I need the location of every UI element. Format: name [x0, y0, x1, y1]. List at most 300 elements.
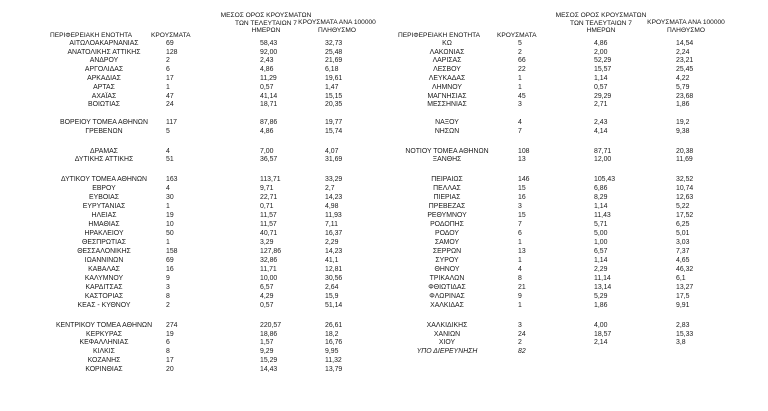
left-row-seven-day-average: 4,29 [260, 293, 274, 300]
right-row-seven-day-average: 5,00 [594, 230, 608, 237]
right-row-cases: 3 [518, 203, 522, 210]
right-table-row [0, 84, 768, 93]
right-row-cases-per-100k: 20,38 [676, 148, 694, 155]
left-row-region-name: ΑΡΓΟΛΙΔΑΣ [84, 66, 124, 73]
right-row-region-name: ΛΕΣΒΟΥ [433, 66, 461, 73]
left-row-cases-per-100k: 26,61 [325, 322, 343, 329]
left-row-cases: 47 [166, 93, 174, 100]
left-row-seven-day-average: 9,29 [260, 348, 274, 355]
right-header-per100k-line2: ΠΛΗΘΥΣΜΟ [667, 26, 705, 34]
left-row-seven-day-average: 36,57 [260, 156, 278, 163]
left-header-per100k-line1: ΚΡΟΥΣΜΑΤΑ ΑΝΑ 100000 [298, 19, 376, 26]
right-row-cases-per-100k: 5,01 [676, 230, 690, 237]
right-table-row [0, 284, 768, 293]
left-row-region-name: ΒΟΡΕΙΟΥ ΤΟΜΕΑ ΑΘΗΝΩΝ [60, 119, 148, 126]
left-row-cases: 1 [166, 203, 170, 210]
right-row-cases-per-100k: 1,86 [676, 101, 690, 108]
left-row-region-name: ΕΥΡΥΤΑΝΙΑΣ [82, 203, 126, 210]
left-row-region-name: ΘΕΣΣΑΛΟΝΙΚΗΣ [77, 248, 131, 255]
left-row-cases: 158 [166, 248, 178, 255]
left-row-region-name: ΕΥΒΟΙΑΣ [89, 194, 119, 201]
right-row-cases-per-100k: 15,33 [676, 331, 694, 338]
right-row-cases-per-100k: 4,65 [676, 257, 690, 264]
right-row-seven-day-average: 1,14 [594, 75, 608, 82]
left-row-seven-day-average: 6,57 [260, 284, 274, 291]
right-row-cases: 82 [518, 348, 526, 355]
left-row-cases-per-100k: 7,11 [325, 221, 338, 228]
left-row-region-name: ΑΧΑΪΑΣ [91, 93, 117, 100]
left-row-cases-per-100k: 41,1 [325, 257, 339, 264]
right-table-row [0, 339, 768, 348]
left-row-seven-day-average: 3,29 [260, 239, 274, 246]
right-row-seven-day-average: 6,57 [594, 248, 608, 255]
left-row-seven-day-average: 10,00 [260, 275, 278, 282]
left-row-cases: 10 [166, 221, 174, 228]
right-row-region-name: ΤΡΙΚΑΛΩΝ [429, 275, 465, 282]
left-row-cases: 8 [166, 348, 170, 355]
right-row-region-name: ΦΛΩΡΙΝΑΣ [429, 293, 465, 300]
right-table-row [0, 185, 768, 194]
left-row-cases: 51 [166, 156, 174, 163]
right-row-seven-day-average: 1,14 [594, 203, 608, 210]
left-row-region-name: ΚΙΛΚΙΣ [93, 348, 115, 355]
right-row-region-name: ΘΗΝΟΥ [434, 266, 460, 273]
left-row-region-name: ΒΟΙΩΤΙΑΣ [87, 101, 120, 108]
left-row-region-name: ΓΡΕΒΕΝΩΝ [85, 128, 123, 135]
right-row-cases-per-100k: 3,8 [676, 339, 686, 346]
right-row-region-name: ΝΗΣΩΝ [434, 128, 460, 135]
right-row-seven-day-average: 5,29 [594, 293, 608, 300]
right-row-cases-per-100k: 17,52 [676, 212, 694, 219]
left-row-seven-day-average: 87,86 [260, 119, 278, 126]
left-row-region-name: ΗΡΑΚΛΕΙΟΥ [84, 230, 124, 237]
left-header-avg-line2: ΤΩΝ ΤΕΛΕΥΤΑΙΩΝ 7 [235, 19, 297, 27]
left-row-cases: 128 [166, 49, 178, 56]
right-row-region-name: ΡΟΔΟΥ [434, 230, 459, 237]
right-row-cases-per-100k: 3,03 [676, 239, 690, 246]
right-row-cases-per-100k: 6,1 [676, 275, 686, 282]
left-row-cases-per-100k: 33,29 [325, 176, 343, 183]
right-row-seven-day-average: 11,43 [594, 212, 611, 219]
right-table-row [0, 66, 768, 75]
left-header-cases: ΚΡΟΥΣΜΑΤΑ [151, 32, 191, 39]
right-row-region-name: ΣΑΜΟΥ [434, 239, 460, 246]
left-row-cases: 30 [166, 194, 174, 201]
right-row-cases: 45 [518, 93, 526, 100]
right-table-row [0, 266, 768, 275]
left-row-cases: 3 [166, 284, 170, 291]
left-row-region-name: ΚΕΡΚΥΡΑΣ [86, 331, 122, 338]
left-row-cases: 1 [166, 239, 170, 246]
left-row-cases-per-100k: 30,56 [325, 275, 343, 282]
right-row-cases-per-100k: 6,25 [676, 221, 690, 228]
left-row-cases-per-100k: 4,07 [325, 148, 339, 155]
right-row-cases: 7 [518, 128, 522, 135]
left-row-cases-per-100k: 12,81 [325, 266, 343, 273]
right-row-region-name: ΡΕΘΥΜΝΟΥ [427, 212, 467, 219]
right-row-region-name: ΝΟΤΙΟΥ ΤΟΜΕΑ ΑΘΗΝΩΝ [405, 148, 489, 155]
right-row-seven-day-average: 13,14 [594, 284, 612, 291]
left-row-cases-per-100k: 19,77 [325, 119, 343, 126]
left-row-cases: 69 [166, 257, 174, 264]
right-row-cases: 7 [518, 221, 522, 228]
left-row-region-name: ΘΕΣΠΡΩΤΙΑΣ [82, 239, 126, 246]
left-row-region-name: ΑΙΤΩΛΟΑΚΑΡΝΑΝΙΑΣ [69, 40, 139, 47]
right-row-seven-day-average: 105,43 [594, 176, 616, 183]
right-row-cases-per-100k: 5,79 [676, 84, 690, 91]
left-header-region: ΠΕΡΙΦΕΡΕΙΑΚΗ ΕΝΟΤΗΤΑ [50, 32, 133, 39]
left-row-seven-day-average: 18,86 [260, 331, 278, 338]
right-row-region-name: ΠΙΕΡΙΑΣ [433, 194, 461, 201]
left-row-seven-day-average: 40,71 [260, 230, 278, 237]
right-table-row [0, 248, 768, 257]
left-row-cases-per-100k: 1,47 [325, 84, 339, 91]
right-row-region-name: ΧΙΟΥ [438, 339, 456, 346]
left-row-seven-day-average: 1,57 [260, 339, 274, 346]
right-header-per100k [640, 19, 732, 34]
left-row-cases-per-100k: 16,37 [325, 230, 343, 237]
right-table-row [0, 176, 768, 185]
right-row-cases: 1 [518, 75, 522, 82]
right-row-region-name: ΠΡΕΒΕΖΑΣ [428, 203, 466, 210]
left-row-cases-per-100k: 32,73 [325, 40, 343, 47]
left-row-cases-per-100k: 16,76 [325, 339, 343, 346]
left-row-seven-day-average: 22,71 [260, 194, 278, 201]
left-row-cases-per-100k: 14,23 [325, 194, 343, 201]
left-row-seven-day-average: 11,29 [260, 75, 277, 82]
right-row-region-name: ΦΘΙΩΤΙΔΑΣ [428, 284, 466, 291]
left-row-region-name: ΑΡΚΑΔΙΑΣ [87, 75, 121, 82]
right-row-seven-day-average: 15,57 [594, 66, 612, 73]
right-row-cases: 13 [518, 156, 526, 163]
right-row-cases: 15 [518, 185, 526, 192]
right-table-row [0, 322, 768, 331]
right-row-cases: 2 [518, 49, 522, 56]
right-row-cases: 66 [518, 57, 526, 64]
left-row-region-name: ΙΩΑΝΝΙΝΩΝ [84, 257, 124, 264]
left-row-region-name: ΑΝΔΡΟΥ [89, 57, 119, 64]
right-row-seven-day-average: 1,86 [594, 302, 608, 309]
left-row-region-name: ΔΥΤΙΚΗΣ ΑΤΤΙΚΗΣ [74, 156, 134, 163]
right-row-cases-per-100k: 23,68 [676, 93, 694, 100]
right-row-cases: 108 [518, 148, 530, 155]
right-row-cases-per-100k: 25,45 [676, 66, 694, 73]
right-row-cases: 24 [518, 331, 526, 338]
left-table-row [0, 357, 768, 366]
right-table-row [0, 239, 768, 248]
right-row-region-name: ΥΠΟ ΔΙΕΡΕΥΝΗΣΗ [416, 348, 478, 355]
right-row-cases-per-100k: 10,74 [676, 185, 694, 192]
left-row-cases: 1 [166, 84, 170, 91]
left-row-region-name: ΚΑΣΤΟΡΙΑΣ [84, 293, 124, 300]
left-row-cases-per-100k: 4,98 [325, 203, 339, 210]
right-table-row [0, 221, 768, 230]
right-row-region-name: ΧΑΝΙΩΝ [433, 331, 461, 338]
left-row-seven-day-average: 4,86 [260, 128, 274, 135]
right-row-cases: 13 [518, 248, 526, 255]
left-row-cases-per-100k: 19,61 [325, 75, 343, 82]
right-row-cases: 16 [518, 194, 526, 201]
right-header-avg-line1: ΜΕΣΟΣ ΟΡΟΣ ΚΡΟΥΣΜΑΤΩΝ [555, 12, 647, 19]
right-row-seven-day-average: 8,29 [594, 194, 608, 201]
right-row-cases-per-100k: 12,63 [676, 194, 694, 201]
right-row-seven-day-average: 87,71 [594, 148, 612, 155]
left-header-per100k-line2: ΠΛΗΘΥΣΜΟ [318, 26, 356, 34]
left-row-region-name: ΗΜΑΘΙΑΣ [88, 221, 120, 228]
right-row-seven-day-average: 18,57 [594, 331, 612, 338]
right-row-cases: 146 [518, 176, 530, 183]
left-row-cases-per-100k: 2,29 [325, 239, 339, 246]
right-row-seven-day-average: 2,14 [594, 339, 608, 346]
right-table-row [0, 203, 768, 212]
left-header-avg-line3: ΗΜΕΡΩΝ [251, 27, 281, 35]
left-row-cases-per-100k: 13,79 [325, 366, 343, 373]
right-row-cases-per-100k: 46,32 [676, 266, 694, 273]
left-row-seven-day-average: 14,43 [260, 366, 278, 373]
right-table-row [0, 212, 768, 221]
right-row-cases: 6 [518, 230, 522, 237]
left-row-seven-day-average: 4,86 [260, 66, 274, 73]
left-row-seven-day-average: 113,71 [260, 176, 281, 183]
left-row-seven-day-average: 58,43 [260, 40, 278, 47]
right-row-region-name: ΛΗΜΝΟΥ [431, 84, 463, 91]
right-row-region-name: ΡΟΔΟΠΗΣ [430, 221, 464, 228]
right-row-region-name: ΣΥΡΟΥ [435, 257, 459, 264]
right-row-seven-day-average: 52,29 [594, 57, 612, 64]
right-row-cases: 3 [518, 322, 522, 329]
right-row-region-name: ΝΑΞΟΥ [435, 119, 459, 126]
right-row-seven-day-average: 6,86 [594, 185, 608, 192]
left-row-seven-day-average: 2,43 [260, 57, 274, 64]
right-row-cases: 1 [518, 84, 522, 91]
left-table-row [0, 366, 768, 375]
left-row-region-name: ΗΛΕΙΑΣ [91, 212, 117, 219]
right-row-seven-day-average: 4,86 [594, 40, 608, 47]
left-row-region-name: ΕΒΡΟΥ [92, 185, 116, 192]
left-row-region-name: ΔΡΑΜΑΣ [90, 148, 118, 155]
left-row-cases: 4 [166, 148, 170, 155]
left-row-cases: 2 [166, 302, 170, 309]
right-row-cases-per-100k: 2,24 [676, 49, 690, 56]
left-row-cases: 117 [166, 119, 177, 126]
right-table-row [0, 75, 768, 84]
left-row-seven-day-average: 41,14 [260, 93, 278, 100]
right-header-cases: ΚΡΟΥΣΜΑΤΑ [497, 32, 537, 39]
right-row-cases-per-100k: 9,38 [676, 128, 690, 135]
right-table-row [0, 348, 768, 357]
right-row-cases: 4 [518, 266, 522, 273]
left-row-cases-per-100k: 2,7 [325, 185, 335, 192]
left-row-seven-day-average: 9,71 [260, 185, 274, 192]
left-row-region-name: ΚΕΦΑΛΛΗΝΙΑΣ [79, 339, 129, 346]
left-row-region-name: ΑΡΤΑΣ [93, 84, 115, 91]
right-table-row [0, 257, 768, 266]
left-row-region-name: ΚΑΡΔΙΤΣΑΣ [85, 284, 123, 291]
left-row-region-name: ΑΝΑΤΟΛΙΚΗΣ ΑΤΤΙΚΗΣ [67, 49, 141, 56]
left-row-region-name: ΔΥΤΙΚΟΥ ΤΟΜΕΑ ΑΘΗΝΩΝ [60, 176, 147, 183]
left-row-cases: 16 [166, 266, 174, 273]
left-row-seven-day-average: 7,00 [260, 148, 274, 155]
right-row-region-name: ΠΕΛΛΑΣ [433, 185, 461, 192]
left-row-cases-per-100k: 51,14 [325, 302, 343, 309]
left-row-cases-per-100k: 2,64 [325, 284, 339, 291]
right-row-cases: 5 [518, 40, 522, 47]
left-row-cases: 2 [166, 57, 170, 64]
right-row-cases-per-100k: 13,27 [676, 284, 694, 291]
right-row-cases-per-100k: 2,83 [676, 322, 690, 329]
right-table-row [0, 40, 768, 49]
right-row-region-name: ΠΕΙΡΑΙΩΣ [431, 176, 463, 183]
right-row-cases-per-100k: 32,52 [676, 176, 694, 183]
left-row-cases: 19 [166, 331, 174, 338]
right-header-avg-line2: ΤΩΝ ΤΕΛΕΥΤΑΙΩΝ 7 [570, 19, 632, 27]
right-row-region-name: ΚΩ [442, 40, 452, 47]
right-row-cases-per-100k: 4,22 [676, 75, 690, 82]
right-row-cases-per-100k: 9,91 [676, 302, 690, 309]
right-table-row [0, 128, 768, 137]
right-row-region-name: ΧΑΛΚΙΔΙΚΗΣ [426, 322, 468, 329]
right-row-seven-day-average: 1,14 [594, 257, 608, 264]
left-row-region-name: ΚΟΖΑΝΗΣ [87, 357, 121, 364]
left-row-cases: 69 [166, 40, 174, 47]
left-row-cases: 9 [166, 275, 170, 282]
right-row-region-name: ΜΕΣΣΗΝΙΑΣ [427, 101, 467, 108]
left-row-seven-day-average: 0,71 [260, 203, 274, 210]
right-header-region: ΠΕΡΙΦΕΡΕΙΑΚΗ ΕΝΟΤΗΤΑ [398, 32, 481, 39]
right-row-cases-per-100k: 17,5 [676, 293, 690, 300]
right-row-cases: 3 [518, 101, 522, 108]
right-row-region-name: ΜΑΓΝΗΣΙΑΣ [427, 93, 467, 100]
left-row-region-name: ΚΕΝΤΡΙΚΟΥ ΤΟΜΕΑ ΑΘΗΝΩΝ [55, 322, 153, 329]
right-row-region-name: ΛΑΡΙΣΑΣ [432, 57, 462, 64]
right-row-cases: 22 [518, 66, 526, 73]
right-row-cases-per-100k: 19,2 [676, 119, 690, 126]
right-row-cases: 9 [518, 293, 522, 300]
left-row-seven-day-average: 11,57 [260, 212, 277, 219]
left-row-cases: 20 [166, 366, 174, 373]
right-row-seven-day-average: 0,57 [594, 84, 608, 91]
left-row-seven-day-average: 11,57 [260, 221, 277, 228]
left-row-seven-day-average: 32,86 [260, 257, 278, 264]
left-row-seven-day-average: 92,00 [260, 49, 278, 56]
left-row-cases-per-100k: 18,2 [325, 331, 339, 338]
right-row-cases: 4 [518, 119, 522, 126]
left-row-cases: 6 [166, 66, 170, 73]
left-row-cases-per-100k: 14,23 [325, 248, 343, 255]
left-row-cases-per-100k: 6,18 [325, 66, 339, 73]
left-row-cases: 163 [166, 176, 178, 183]
right-row-seven-day-average: 5,71 [594, 221, 608, 228]
left-row-cases-per-100k: 20,35 [325, 101, 343, 108]
right-table-row [0, 293, 768, 302]
left-row-cases: 50 [166, 230, 174, 237]
left-row-region-name: ΚΟΡΙΝΘΙΑΣ [85, 366, 123, 373]
right-row-cases-per-100k: 23,21 [676, 57, 694, 64]
right-row-cases: 2 [518, 339, 522, 346]
right-row-seven-day-average: 2,43 [594, 119, 608, 126]
right-table-row [0, 230, 768, 239]
left-row-cases: 17 [166, 75, 174, 82]
left-row-cases: 4 [166, 185, 170, 192]
left-row-cases-per-100k: 31,69 [325, 156, 343, 163]
right-row-region-name: ΛΕΥΚΑΔΑΣ [428, 75, 466, 82]
left-header-avg-line1: ΜΕΣΟΣ ΟΡΟΣ ΚΡΟΥΣΜΑΤΩΝ [220, 12, 312, 19]
left-row-region-name: ΚΑΛΥΜΝΟΥ [84, 275, 124, 282]
left-row-cases-per-100k: 15,15 [325, 93, 343, 100]
right-row-cases-per-100k: 5,22 [676, 203, 690, 210]
right-row-region-name: ΧΑΛΚΙΔΑΣ [430, 302, 464, 309]
right-row-region-name: ΞΑΝΘΗΣ [432, 156, 462, 163]
left-row-seven-day-average: 220,57 [260, 322, 282, 329]
left-row-cases: 6 [166, 339, 170, 346]
right-row-region-name: ΛΑΚΩΝΙΑΣ [429, 49, 465, 56]
left-row-seven-day-average: 15,29 [260, 357, 278, 364]
left-row-seven-day-average: 0,57 [260, 302, 274, 309]
right-row-seven-day-average: 29,29 [594, 93, 612, 100]
right-row-seven-day-average: 2,00 [594, 49, 608, 56]
left-row-cases-per-100k: 11,93 [325, 212, 342, 219]
right-row-region-name: ΣΕΡΡΩΝ [432, 248, 462, 255]
left-row-seven-day-average: 18,71 [260, 101, 278, 108]
left-row-cases-per-100k: 15,9 [325, 293, 339, 300]
left-row-cases-per-100k: 11,32 [325, 357, 342, 364]
left-header-per100k [292, 19, 382, 34]
left-row-cases: 5 [166, 128, 170, 135]
right-row-cases-per-100k: 11,69 [676, 156, 693, 163]
right-table-row [0, 57, 768, 66]
right-table-row [0, 101, 768, 110]
right-row-cases: 21 [518, 284, 526, 291]
right-row-seven-day-average: 1,00 [594, 239, 608, 246]
left-row-cases-per-100k: 9,95 [325, 348, 339, 355]
left-row-seven-day-average: 11,71 [260, 266, 277, 273]
left-row-cases-per-100k: 25,48 [325, 49, 343, 56]
left-row-cases: 24 [166, 101, 174, 108]
right-row-seven-day-average: 4,00 [594, 322, 608, 329]
right-table-row [0, 119, 768, 128]
left-row-cases-per-100k: 15,74 [325, 128, 343, 135]
left-row-seven-day-average: 127,86 [260, 248, 282, 255]
right-row-seven-day-average: 4,14 [594, 128, 608, 135]
right-row-cases-per-100k: 7,37 [676, 248, 690, 255]
right-row-cases: 1 [518, 302, 522, 309]
left-row-cases-per-100k: 21,69 [325, 57, 343, 64]
right-header-per100k-line1: ΚΡΟΥΣΜΑΤΑ ΑΝΑ 100000 [647, 19, 725, 26]
left-row-cases: 17 [166, 357, 174, 364]
left-row-cases: 19 [166, 212, 174, 219]
right-table-row [0, 156, 768, 165]
right-row-seven-day-average: 12,00 [594, 156, 612, 163]
left-row-region-name: ΚΕΑΣ - ΚΥΘΝΟΥ [77, 302, 131, 309]
right-table-row [0, 275, 768, 284]
right-row-cases: 1 [518, 239, 522, 246]
right-row-cases: 1 [518, 257, 522, 264]
right-row-seven-day-average: 11,14 [594, 275, 611, 282]
right-row-cases: 15 [518, 212, 526, 219]
right-row-seven-day-average: 2,71 [594, 101, 608, 108]
left-row-cases: 274 [166, 322, 178, 329]
left-row-seven-day-average: 0,57 [260, 84, 274, 91]
left-row-region-name: ΚΑΒΑΛΑΣ [88, 266, 120, 273]
right-header-avg [551, 12, 651, 35]
right-table-row [0, 194, 768, 203]
right-row-cases-per-100k: 14,54 [676, 40, 694, 47]
right-row-cases: 8 [518, 275, 522, 282]
right-row-seven-day-average: 2,29 [594, 266, 608, 273]
right-header-avg-line3: ΗΜΕΡΩΝ [586, 27, 616, 35]
left-row-cases: 8 [166, 293, 170, 300]
right-table-row [0, 302, 768, 311]
